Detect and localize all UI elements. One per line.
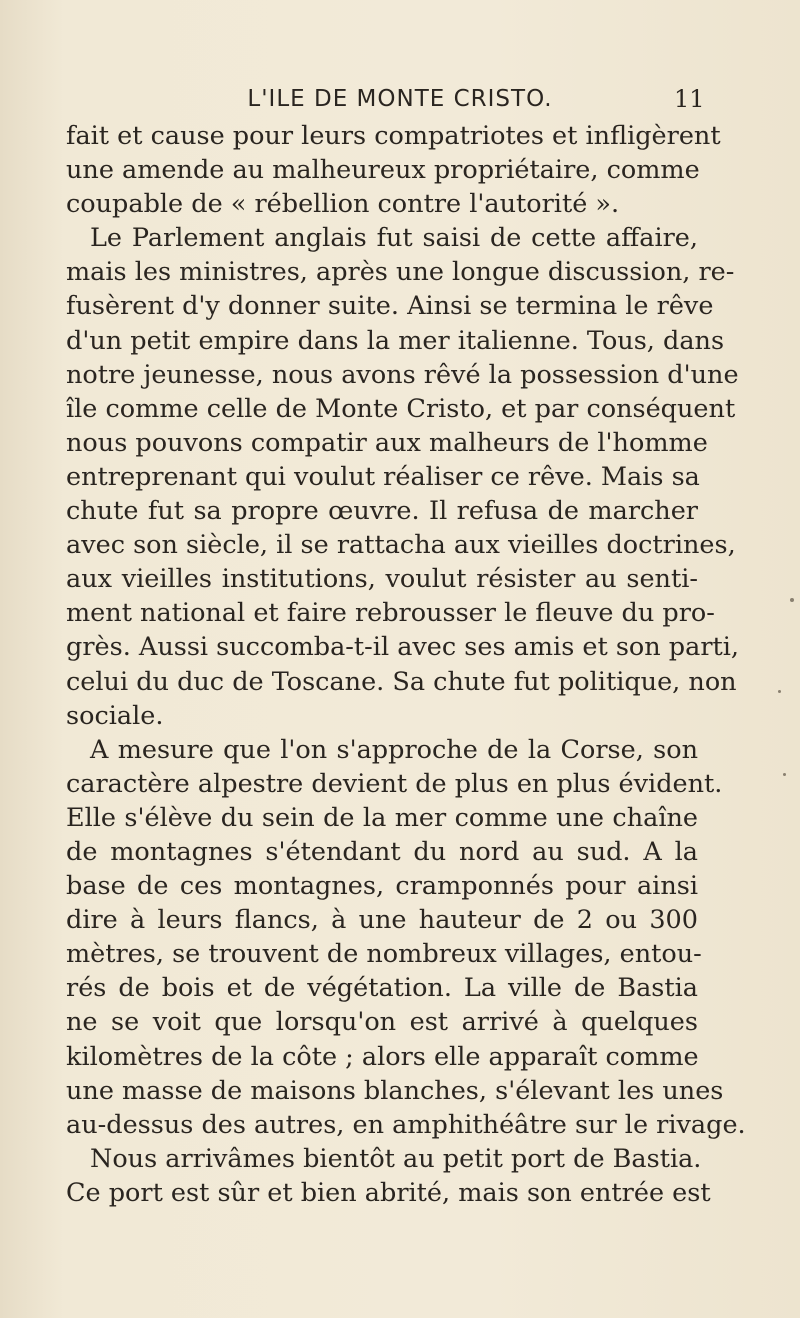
- text-line: ment national et faire rebrousser le fleuve du pro-: [66, 598, 715, 629]
- text-line: de montagnes s'étendant du nord au sud. A la: [66, 836, 698, 867]
- text-line: caractère alpestre devient de plus en plus évident.: [66, 768, 723, 799]
- text-line: grès. Aussi succomba-t-il avec ses amis et son parti,: [66, 632, 740, 663]
- text-line: aux vieilles institutions, voulut résister au senti-: [66, 564, 698, 595]
- ink-speck: [778, 690, 781, 693]
- text-line: au-dessus des autres, en amphithéâtre sur le rivage.: [66, 1109, 746, 1140]
- text-line: avec son siècle, il se rattacha aux vieilles doctrines,: [66, 530, 736, 561]
- text-line: une amende au malheureux propriétaire, comme: [66, 155, 700, 186]
- text-line: sociale.: [66, 700, 164, 731]
- text-line: dire à leurs flancs, à une hauteur de 2 ou 300: [66, 905, 698, 936]
- text-line: chute fut sa propre œuvre. Il refusa de marcher: [66, 496, 698, 527]
- text-line: Le Parlement anglais fut saisi de cette affaire,: [90, 223, 698, 254]
- text-line: d'un petit empire dans la mer italienne. Tous, dans: [66, 325, 725, 356]
- ink-speck: [783, 773, 786, 776]
- text-line: Nous arrivâmes bientôt au petit port de Bastia.: [90, 1143, 702, 1174]
- text-line: A mesure que l'on s'approche de la Corse, son: [90, 734, 698, 765]
- text-line: fait et cause pour leurs compatriotes et infligèrent: [66, 121, 721, 151]
- text-line: mètres, se trouvent de nombreux villages, entou-: [66, 939, 702, 970]
- text-line: une masse de maisons blanches, s'élevant les unes: [66, 1075, 724, 1106]
- text-line: notre jeunesse, nous avons rêvé la possession d'une: [66, 359, 739, 390]
- text-line: celui du duc de Toscane. Sa chute fut politique, non: [66, 666, 737, 697]
- text-line: coupable de « rébellion contre l'autorité ».: [66, 189, 620, 220]
- text-line: nous pouvons compatir aux malheurs de l'homme: [66, 427, 708, 458]
- ink-speck: [790, 598, 794, 602]
- text-line: entreprenant qui voulut réaliser ce rêve. Mais sa: [66, 461, 700, 492]
- page-header: [0, 84, 800, 114]
- text-line: kilomètres de la côte ; alors elle apparaît comme: [66, 1041, 699, 1072]
- text-line: Ce port est sûr et bien abrité, mais son entrée est: [66, 1177, 711, 1208]
- text-line: ne se voit que lorsqu'on est arrivé à quelques: [66, 1007, 698, 1038]
- text-line: base de ces montagnes, cramponnés pour ainsi: [66, 871, 698, 902]
- text-line: mais les ministres, après une longue discussion, re-: [66, 257, 735, 288]
- text-line: île comme celle de Monte Cristo, et par conséquent: [66, 393, 736, 424]
- body-text: [66, 119, 746, 1210]
- text-line: fusèrent d'y donner suite. Ainsi se termina le rêve: [66, 291, 714, 322]
- running-title: L'ILE DE MONTE CRISTO.: [247, 86, 553, 112]
- page-number: 11: [674, 85, 705, 113]
- text-line: Elle s'élève du sein de la mer comme une chaîne: [66, 802, 698, 833]
- text-line: rés de bois et de végétation. La ville de Bastia: [66, 973, 698, 1004]
